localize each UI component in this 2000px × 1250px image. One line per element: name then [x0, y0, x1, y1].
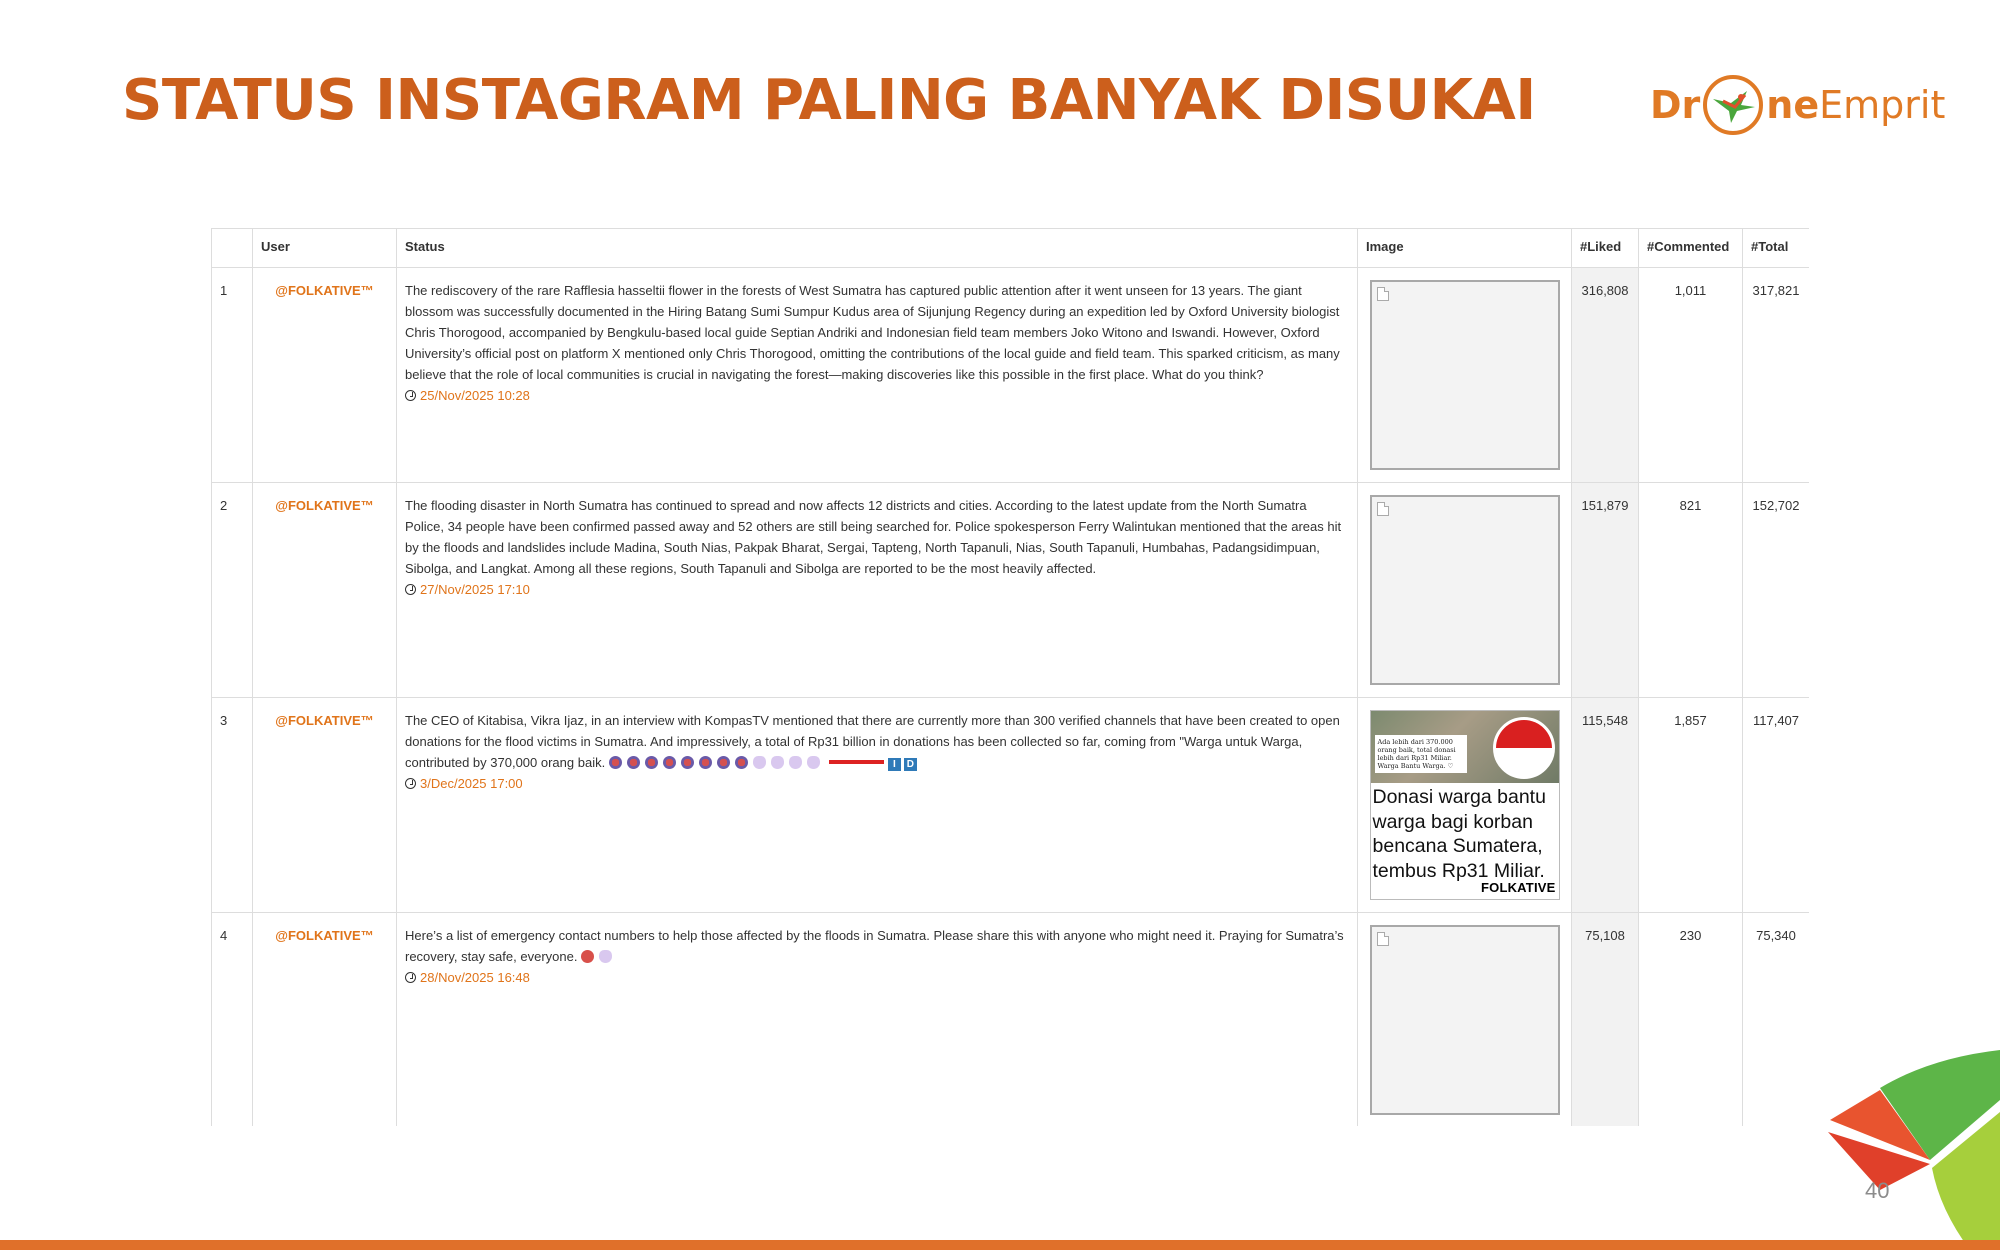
- status-text-block: [405, 710, 1349, 773]
- flag-emoji-icon: [717, 756, 730, 769]
- broken-image-icon: [1377, 502, 1389, 516]
- clock-icon: [405, 778, 416, 789]
- bird-icon: [1701, 73, 1765, 137]
- heart-emoji-icon: [771, 756, 784, 769]
- flag-emoji-icon: [735, 756, 748, 769]
- image-cell: [1358, 698, 1572, 913]
- row-number: 2: [212, 483, 253, 698]
- clock-icon: [405, 972, 416, 983]
- status-text: The CEO of Kitabisa, Vikra Ijaz, in an interview with KompasTV mentioned that there are currently more than 300 verified channels that have been created to open donations for the flood victims in Sumatra. And impressively, a total of Rp31 billion in donations has been collected so far, coming from "Warga untuk Warga, contributed by 370,000 orang baik.: [405, 713, 1340, 770]
- drone-emprit-logo: [1650, 70, 1945, 140]
- image-cell: [1358, 268, 1572, 483]
- letter-d-emoji-icon: D: [904, 758, 917, 771]
- table-header-row: [212, 229, 1810, 268]
- status-time[interactable]: [405, 385, 1349, 406]
- flag-emoji-icon: [663, 756, 676, 769]
- total-count: 317,821: [1743, 268, 1810, 483]
- user-link[interactable]: @FOLKATIVE™: [253, 483, 397, 698]
- image-caption: Donasi warga bantu warga bagi korban bencana Sumatera, tembus Rp31 Miliar.: [1372, 786, 1546, 882]
- broken-image-placeholder[interactable]: [1370, 495, 1560, 685]
- user-link[interactable]: @FOLKATIVE™: [253, 268, 397, 483]
- post-image[interactable]: [1370, 710, 1560, 900]
- status-text-block: [405, 925, 1349, 967]
- flag-emoji-icon: [681, 756, 694, 769]
- status-time[interactable]: [405, 967, 1349, 988]
- status-time[interactable]: [405, 579, 1349, 600]
- table-row: [212, 268, 1810, 483]
- table-row: [212, 698, 1810, 913]
- logo-text-ne: ne: [1766, 83, 1820, 127]
- heart-emoji-icon: [599, 950, 612, 963]
- bottom-accent-bar: [0, 1240, 2000, 1250]
- clock-icon: [405, 390, 416, 401]
- image-snippet-text: Ada lebih dari 370.000 orang baik, total donasi lebih dari Rp31 Miliar. Warga Bantu Warga. ♡: [1375, 735, 1467, 773]
- heart-emoji-icon: [753, 756, 766, 769]
- liked-count: 151,879: [1572, 483, 1639, 698]
- table-row: [212, 483, 1810, 698]
- liked-count: 316,808: [1572, 268, 1639, 483]
- flag-emoji-icon: [645, 756, 658, 769]
- commented-count: 230: [1639, 913, 1743, 1127]
- image-cell: [1358, 913, 1572, 1127]
- status-cell: [397, 698, 1358, 913]
- header-user[interactable]: User: [253, 229, 397, 268]
- page-number: 40: [1865, 1178, 1890, 1203]
- row-number: 3: [212, 698, 253, 913]
- status-timestamp[interactable]: 3/Dec/2025 17:00: [420, 776, 523, 791]
- broken-image-placeholder[interactable]: [1370, 925, 1560, 1115]
- clock-icon: [405, 584, 416, 595]
- logo-text-dr: Dr: [1650, 83, 1701, 127]
- broken-image-placeholder[interactable]: [1370, 280, 1560, 470]
- status-text: Here’s a list of emergency contact numbers to help those affected by the floods in Sumatra. Please share this with anyone who might need it. Praying for Sumatra’s recovery, stay safe, everyone.: [405, 928, 1344, 964]
- header-image[interactable]: Image: [1358, 229, 1572, 268]
- commented-count: 821: [1639, 483, 1743, 698]
- liked-count: 115,548: [1572, 698, 1639, 913]
- heart-emoji-icon: [789, 756, 802, 769]
- header-no: [212, 229, 253, 268]
- user-link[interactable]: @FOLKATIVE™: [253, 698, 397, 913]
- total-count: 152,702: [1743, 483, 1810, 698]
- status-time[interactable]: [405, 773, 1349, 794]
- commented-count: 1,857: [1639, 698, 1743, 913]
- page-title: STATUS INSTAGRAM PALING BANYAK DISUKAI: [122, 68, 1536, 133]
- header-total[interactable]: #Total: [1743, 229, 1810, 268]
- status-text: The flooding disaster in North Sumatra has continued to spread and now affects 12 districts and cities. According to the latest update from the North Sumatra Police, 34 people have been confirmed passed away and 52 others are still being searched for. Police spokesperson Ferry Walintukan mentioned that the areas hit by the floods and landslides include Madina, South Nias, Pakpak Bharat, Sergai, Tapteng, North Tapanuli, Nias, South Tapanuli, Humbahas, Padangsidimpuan, Sibolga, and Langkat. Among all these regions, South Tapanuli and Sibolga are reported to be the most heavily affected.: [405, 498, 1342, 576]
- status-timestamp[interactable]: 28/Nov/2025 16:48: [420, 970, 530, 985]
- red-line-emoji-icon: [829, 760, 884, 764]
- status-timestamp[interactable]: 27/Nov/2025 17:10: [420, 582, 530, 597]
- image-brand: FOLKATIVE: [1481, 880, 1556, 895]
- letter-i-emoji-icon: I: [888, 758, 901, 771]
- header-status[interactable]: Status: [397, 229, 1358, 268]
- indonesia-flag-icon: [1493, 717, 1555, 779]
- liked-count: 75,108: [1572, 913, 1639, 1127]
- image-cell: [1358, 483, 1572, 698]
- commented-count: 1,011: [1639, 268, 1743, 483]
- status-cell: [397, 483, 1358, 698]
- status-timestamp[interactable]: 25/Nov/2025 10:28: [420, 388, 530, 403]
- flag-emoji-icon: [699, 756, 712, 769]
- instagram-status-table: [211, 228, 1809, 1126]
- corner-decoration-icon: [1820, 1040, 2000, 1250]
- broken-image-icon: [1377, 287, 1389, 301]
- total-count: 117,407: [1743, 698, 1810, 913]
- header-liked[interactable]: #Liked: [1572, 229, 1639, 268]
- header-commented[interactable]: #Commented: [1639, 229, 1743, 268]
- row-number: 4: [212, 913, 253, 1127]
- total-count: 75,340: [1743, 913, 1810, 1127]
- status-text: The rediscovery of the rare Rafflesia hasseltii flower in the forests of West Sumatra has captured public attention after it went unseen for 13 years. The giant blossom was successfully documented in the Hiring Batang Sumi Sumpur Kudus area of Sijunjung Regency during an expedition led by Oxford University biologist Chris Thorogood, accompanied by Bengkulu-based local guide Septian Andriki and Indonesian field team members Joko Witono and Iswandi. However, Oxford University’s official post on platform X mentioned only Chris Thorogood, omitting the contributions of the local guide and field team. This sparked criticism, as many believe that the role of local communities is crucial in navigating the forest—making discoveries like this possible in the first place. What do you think?: [405, 283, 1340, 382]
- status-cell: [397, 268, 1358, 483]
- heart-emoji-icon: [807, 756, 820, 769]
- table-row: [212, 913, 1810, 1127]
- status-cell: [397, 913, 1358, 1127]
- flag-emoji-icon: [627, 756, 640, 769]
- broken-image-icon: [1377, 932, 1389, 946]
- rose-emoji-icon: [581, 950, 594, 963]
- row-number: 1: [212, 268, 253, 483]
- user-link[interactable]: @FOLKATIVE™: [253, 913, 397, 1127]
- logo-text-emprit: Emprit: [1819, 83, 1946, 127]
- flag-emoji-icon: [609, 756, 622, 769]
